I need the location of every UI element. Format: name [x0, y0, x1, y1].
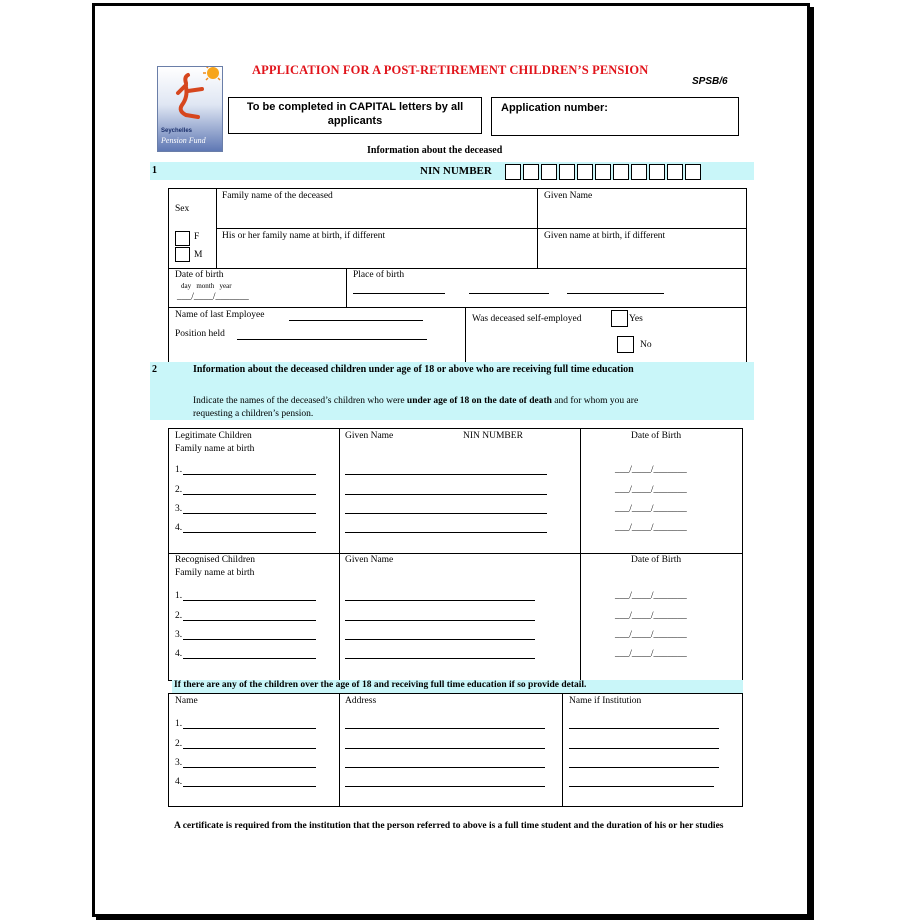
over-18-row-number: 2. [175, 739, 183, 749]
over-18-institution-input[interactable] [569, 748, 719, 749]
legitimate-given-name-input[interactable] [345, 474, 547, 475]
over-18-institution-input[interactable] [569, 786, 714, 787]
position-held-input[interactable] [237, 339, 427, 340]
legitimate-dob-input[interactable]: ___/____/_______ [615, 485, 687, 495]
recognised-dob-input[interactable]: ___/____/_______ [615, 591, 687, 601]
nin-digit-box[interactable] [649, 164, 665, 180]
recognised-given-name-input[interactable] [345, 620, 535, 621]
over-18-note: If there are any of the children over the age of 18 and receiving full time education if so provide detail. [172, 680, 743, 693]
family-name-label: Family name of the deceased [222, 191, 333, 201]
recognised-family-name-input[interactable] [183, 658, 316, 659]
nin-digit-box[interactable] [613, 164, 629, 180]
logo-text-seychelles: Seychelles [161, 128, 193, 134]
sex-male-label: M [194, 250, 203, 260]
nin-number-input[interactable] [505, 163, 703, 181]
nin-digit-box[interactable] [559, 164, 575, 180]
nin-digit-box[interactable] [505, 164, 521, 180]
recognised-given-name-input[interactable] [345, 639, 535, 640]
recognised-dob-input[interactable]: ___/____/_______ [615, 649, 687, 659]
over-18-name-label: Name [175, 696, 198, 706]
info-deceased-heading: Information about the deceased [367, 145, 503, 156]
legitimate-children-label: Legitimate Children [175, 431, 252, 441]
last-employee-label: Name of last Employee [175, 310, 265, 320]
recognised-family-name-input[interactable] [183, 639, 316, 640]
nin-digit-box[interactable] [595, 164, 611, 180]
nin-digit-box[interactable] [667, 164, 683, 180]
recognised-children-label: Recognised Children [175, 555, 255, 565]
legitimate-given-name-input[interactable] [345, 513, 547, 514]
capital-letters-note: To be completed in CAPITAL letters by all applicants [228, 97, 482, 134]
recognised-dob-label: Date of Birth [631, 555, 682, 565]
nin-digit-box[interactable] [523, 164, 539, 180]
sex-male-checkbox[interactable] [175, 247, 190, 262]
birth-family-name-label: His or her family name at birth, if different [222, 231, 386, 241]
position-held-label: Position held [175, 329, 225, 339]
birth-given-name-label: Given name at birth, if different [544, 231, 666, 241]
given-name-label: Given Name [544, 191, 593, 201]
over-18-name-input[interactable] [183, 748, 316, 749]
recognised-row-number: 4. [175, 649, 183, 659]
recognised-family-name-input[interactable] [183, 620, 316, 621]
over-18-row-number: 1. [175, 719, 183, 729]
over-18-address-input[interactable] [345, 748, 545, 749]
over-18-row-number: 4. [175, 777, 183, 787]
children-table [168, 428, 743, 681]
legitimate-family-name-input[interactable] [183, 474, 316, 475]
over-18-address-input[interactable] [345, 728, 545, 729]
legitimate-dob-input[interactable]: ___/____/_______ [615, 504, 687, 514]
legitimate-given-name-input[interactable] [345, 532, 547, 533]
section-2-instructions [193, 395, 668, 421]
legitimate-dob-input[interactable]: ___/____/_______ [615, 465, 687, 475]
over-18-institution-input[interactable] [569, 767, 719, 768]
pob-input-2[interactable] [469, 293, 549, 294]
self-employed-no-checkbox[interactable] [617, 336, 634, 353]
last-employee-input[interactable] [289, 320, 423, 321]
recognised-dob-input[interactable]: ___/____/_______ [615, 630, 687, 640]
legitimate-dob-label: Date of Birth [631, 431, 682, 441]
recognised-row-number: 1. [175, 591, 183, 601]
over-18-table [168, 693, 743, 807]
pob-input-1[interactable] [353, 293, 445, 294]
legitimate-family-name-input[interactable] [183, 532, 316, 533]
legitimate-family-name-input[interactable] [183, 513, 316, 514]
legitimate-nin-label: NIN NUMBER [463, 431, 523, 441]
section-2-number: 2 [152, 364, 157, 375]
section-1-bar [150, 162, 754, 180]
pob-label: Place of birth [353, 270, 405, 280]
recognised-family-name-input[interactable] [183, 600, 316, 601]
legitimate-given-name-label: Given Name [345, 431, 394, 441]
certificate-note: A certificate is required from the institution that the person referred to above is a full time student and the duration of his or her studies [174, 821, 724, 831]
recognised-family-name-label: Family name at birth [175, 568, 255, 578]
instructions-text: Indicate the names of the deceased’s children who were [193, 396, 407, 406]
legitimate-family-name-label: Family name at birth [175, 444, 255, 454]
over-18-name-input[interactable] [183, 767, 316, 768]
logo-text-pension-fund: Pension Fund [161, 136, 206, 145]
dob-label: Date of birth [175, 270, 224, 280]
instructions-text-end: and for whom you are requesting a children’s pension. [193, 396, 639, 419]
legitimate-given-name-input[interactable] [345, 494, 547, 495]
recognised-row-number: 2. [175, 611, 183, 621]
section-1-number: 1 [152, 165, 157, 176]
dob-sublabel: day month year [181, 282, 232, 290]
section-2-bar [150, 362, 754, 420]
legitimate-dob-input[interactable]: ___/____/_______ [615, 523, 687, 533]
legitimate-row-number: 2. [175, 485, 183, 495]
self-employed-yes-label: Yes [629, 314, 643, 324]
legitimate-family-name-input[interactable] [183, 494, 316, 495]
self-employed-yes-checkbox[interactable] [611, 310, 628, 327]
application-number-label: Application number: [501, 102, 608, 114]
over-18-institution-label: Name if Institution [569, 696, 642, 706]
recognised-given-name-input[interactable] [345, 600, 535, 601]
deceased-details-grid [168, 188, 747, 363]
legitimate-row-number: 1. [175, 465, 183, 475]
over-18-address-label: Address [345, 696, 377, 706]
legitimate-row-number: 3. [175, 504, 183, 514]
dob-input[interactable]: ___/____/_______ [177, 292, 249, 302]
pension-fund-logo [157, 66, 223, 152]
sex-female-checkbox[interactable] [175, 231, 190, 246]
pob-input-3[interactable] [567, 293, 664, 294]
nin-digit-box[interactable] [577, 164, 593, 180]
self-employed-label: Was deceased self-employed [472, 314, 582, 324]
nin-digit-box[interactable] [631, 164, 647, 180]
section-2-heading: Information about the deceased children under age of 18 or above who are receiving full time education [193, 364, 634, 375]
over-18-name-input[interactable] [183, 786, 316, 787]
recognised-given-name-input[interactable] [345, 658, 535, 659]
recognised-row-number: 3. [175, 630, 183, 640]
sex-female-label: F [194, 232, 200, 242]
self-employed-no-label: No [640, 340, 652, 350]
sex-label: Sex [175, 204, 190, 214]
application-number-box[interactable] [491, 97, 739, 136]
over-18-row-number: 3. [175, 758, 183, 768]
over-18-name-input[interactable] [183, 728, 316, 729]
recognised-given-name-label: Given Name [345, 555, 394, 565]
over-18-address-input[interactable] [345, 767, 545, 768]
nin-number-label: NIN NUMBER [420, 165, 492, 177]
nin-digit-box[interactable] [541, 164, 557, 180]
form-title: APPLICATION FOR A POST-RETIREMENT CHILDREN’S PENSION [252, 63, 649, 77]
recognised-dob-input[interactable]: ___/____/_______ [615, 611, 687, 621]
nin-digit-box[interactable] [685, 164, 701, 180]
legitimate-row-number: 4. [175, 523, 183, 533]
over-18-address-input[interactable] [345, 786, 545, 787]
form-code: SPSB/6 [692, 76, 728, 87]
over-18-institution-input[interactable] [569, 728, 719, 729]
instructions-emphasis: under age of 18 on the date of death [406, 396, 552, 406]
